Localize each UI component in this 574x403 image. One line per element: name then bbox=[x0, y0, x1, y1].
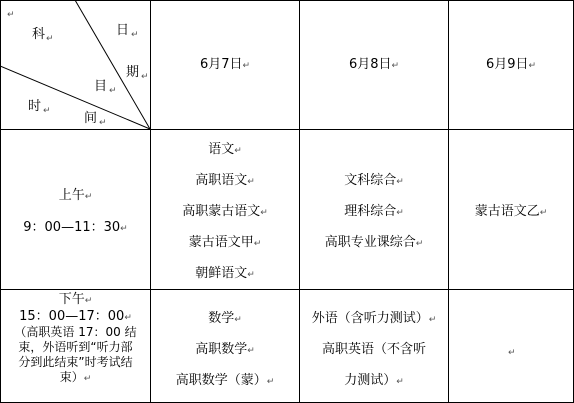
paragraph-mark: ↵ bbox=[7, 10, 15, 20]
paragraph-mark: ↵ bbox=[131, 30, 139, 40]
afternoon-time: 15：00—17：00↵ bbox=[19, 309, 132, 324]
paragraph-mark: ↵ bbox=[43, 106, 51, 116]
corner-time-1: 时 bbox=[28, 99, 42, 114]
paragraph-mark: ↵ bbox=[508, 348, 516, 358]
afternoon-label: 下午↵ bbox=[58, 292, 93, 307]
subject-item: 高职蒙古语文↵ bbox=[182, 204, 268, 219]
paragraph-mark: ↵ bbox=[141, 72, 149, 82]
subject-item: 蒙古语文甲↵ bbox=[188, 235, 262, 250]
paragraph-mark: ↵ bbox=[391, 61, 400, 71]
corner-subject-2: 目 bbox=[94, 79, 108, 94]
subject-item: 外语（含听力测试）↵ bbox=[311, 311, 437, 326]
corner-subject-1: 科 bbox=[32, 27, 46, 42]
paragraph-mark: ↵ bbox=[528, 61, 537, 71]
subject-item: 高职专业课综合↵ bbox=[324, 235, 424, 250]
morning-time: 9：00—11：30↵ bbox=[23, 220, 128, 235]
corner-date-1: 日 bbox=[116, 23, 130, 38]
subject-item: 蒙古语文乙↵ bbox=[474, 204, 548, 219]
morning-day2-subjects bbox=[300, 165, 448, 258]
subject-item: 朝鲜语文↵ bbox=[195, 266, 255, 281]
morning-day1-subjects bbox=[151, 134, 299, 289]
afternoon-label-block bbox=[1, 291, 150, 385]
paragraph-mark: ↵ bbox=[120, 224, 128, 234]
afternoon-day2-subjects bbox=[300, 303, 448, 396]
paragraph-mark: ↵ bbox=[84, 192, 93, 202]
subject-item: 高职数学（蒙）↵ bbox=[175, 373, 275, 388]
subject-item: 高职英语（不含听 bbox=[321, 342, 426, 357]
date-header-1: 6月7日↵ bbox=[199, 57, 251, 72]
paragraph-mark: ↵ bbox=[242, 61, 251, 71]
subject-item: 力测试）↵ bbox=[344, 373, 404, 388]
afternoon-note-line: 分到此结束”时考试结 bbox=[18, 355, 133, 369]
paragraph-mark: ↵ bbox=[99, 118, 107, 128]
subject-item: 数学↵ bbox=[208, 311, 242, 326]
morning-label: 上午↵ bbox=[58, 188, 93, 203]
date-header-3: 6月9日↵ bbox=[485, 57, 537, 72]
afternoon-note-line: （高职英语 17：00 结 bbox=[14, 325, 137, 339]
date-header-2: 6月8日↵ bbox=[348, 57, 400, 72]
subject-item: 高职语文↵ bbox=[195, 173, 255, 188]
corner-time-2: 间 bbox=[84, 111, 98, 126]
paragraph-mark: ↵ bbox=[46, 34, 54, 44]
corner-date-2: 期 bbox=[126, 65, 140, 80]
afternoon-note-line: 束）↵ bbox=[59, 370, 92, 384]
morning-day3-subjects bbox=[449, 196, 573, 227]
subject-item: 语文↵ bbox=[208, 142, 242, 157]
subject-item: 文科综合↵ bbox=[344, 173, 404, 188]
afternoon-note-line: 束，外语听到“听力部 bbox=[18, 340, 133, 354]
afternoon-day1-subjects bbox=[151, 303, 299, 396]
subject-item: 高职数学↵ bbox=[195, 342, 255, 357]
paragraph-mark: ↵ bbox=[109, 86, 117, 96]
subject-item: 理科综合↵ bbox=[344, 204, 404, 219]
